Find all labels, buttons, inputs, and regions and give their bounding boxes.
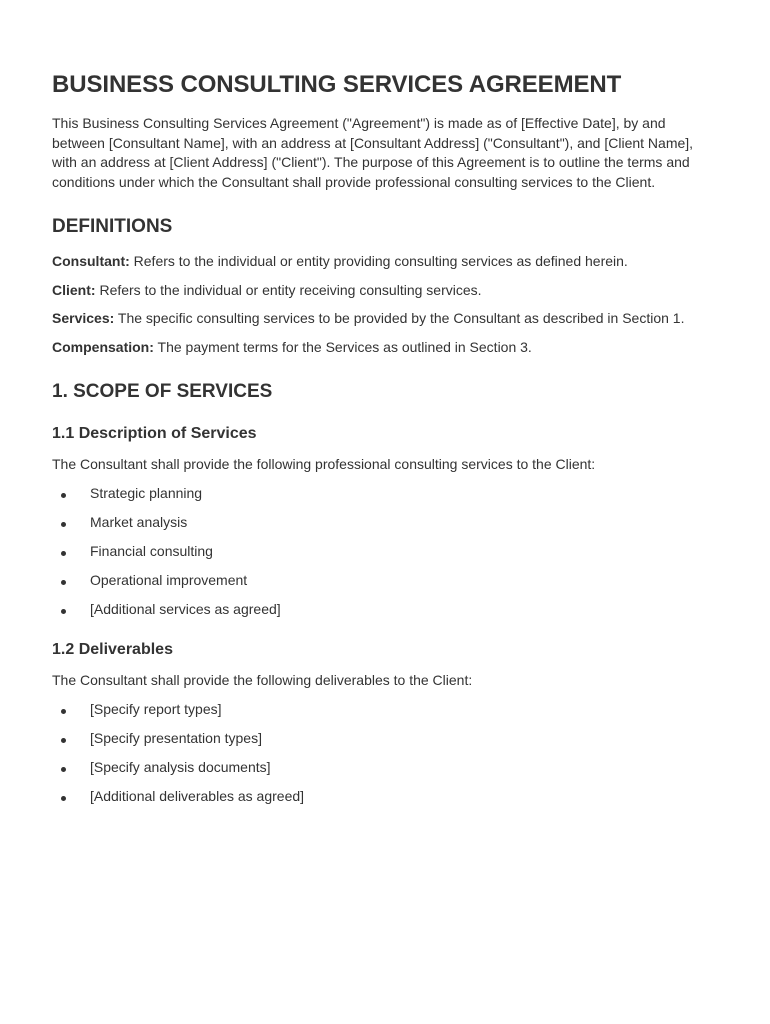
list-item-text: Market analysis xyxy=(90,513,188,530)
definition-term: Services: xyxy=(52,310,115,326)
list-item-text: [Additional services as agreed] xyxy=(90,600,281,617)
bullet-icon xyxy=(61,551,66,556)
definition-term: Compensation: xyxy=(52,338,154,355)
list-item xyxy=(52,542,720,562)
definition-item xyxy=(52,281,720,301)
definition-term: Consultant: xyxy=(52,253,130,269)
document-title: BUSINESS CONSULTING SERVICES AGREEMENT xyxy=(52,71,622,98)
description-heading: 1.1 Description of Services xyxy=(52,425,257,442)
deliverables-heading: 1.2 Deliverables xyxy=(52,641,173,658)
list-item xyxy=(52,600,720,620)
description-lead: The Consultant shall provide the following professional consulting services to the Client: xyxy=(52,456,596,472)
bullet-icon xyxy=(61,580,66,585)
bullet-icon xyxy=(61,796,66,801)
deliverables-lead: The Consultant shall provide the following deliverables to the Client: xyxy=(52,672,473,688)
definition-item xyxy=(52,252,720,272)
list-item xyxy=(52,758,720,778)
list-item xyxy=(52,787,720,807)
definitions-heading: DEFINITIONS xyxy=(52,216,173,237)
definition-item xyxy=(52,309,720,329)
definition-text: The payment terms for the Services as outlined in Section 3. xyxy=(153,338,532,355)
bullet-icon xyxy=(61,738,66,743)
bullet-icon xyxy=(61,522,66,527)
list-item-text: [Additional deliverables as agreed] xyxy=(90,787,305,804)
definition-item xyxy=(52,338,720,358)
document-page xyxy=(52,70,720,816)
definition-text: Refers to the individual or entity receiving consulting services. xyxy=(95,281,482,298)
list-item-text: Financial consulting xyxy=(90,542,213,559)
list-item xyxy=(52,513,720,533)
intro-paragraph: This Business Consulting Services Agreement ("Agreement") is made as of [Effective Date], by and between [Consultant Name], with an address at [Consultant Address] ("Consultant"), and [Client Name], with an address at [Client Address] ("Client"). The purpose of this Agreement is to outline the terms and conditions under which the Consultant shall provide professional consulting services to the Client. xyxy=(52,115,694,190)
bullet-icon xyxy=(61,709,66,714)
list-item xyxy=(52,700,720,720)
list-item-text: [Specify report types] xyxy=(90,700,222,717)
list-item-text: Strategic planning xyxy=(90,484,203,501)
list-item xyxy=(52,571,720,591)
list-item-text: [Specify presentation types] xyxy=(90,729,262,746)
bullet-icon xyxy=(61,609,66,614)
services-list xyxy=(52,484,720,620)
definition-text: Refers to the individual or entity providing consulting services as defined herein. xyxy=(129,253,628,269)
list-item-text: Operational improvement xyxy=(90,571,248,588)
bullet-icon xyxy=(61,493,66,498)
deliverables-list xyxy=(52,700,720,807)
bullet-icon xyxy=(61,767,66,772)
list-item-text: [Specify analysis documents] xyxy=(90,758,271,775)
list-item xyxy=(52,484,720,504)
definition-text: The specific consulting services to be provided by the Consultant as described in Section 1. xyxy=(114,310,685,326)
definition-term: Client: xyxy=(52,281,96,298)
list-item xyxy=(52,729,720,749)
scope-heading: 1. SCOPE OF SERVICES xyxy=(52,381,273,402)
